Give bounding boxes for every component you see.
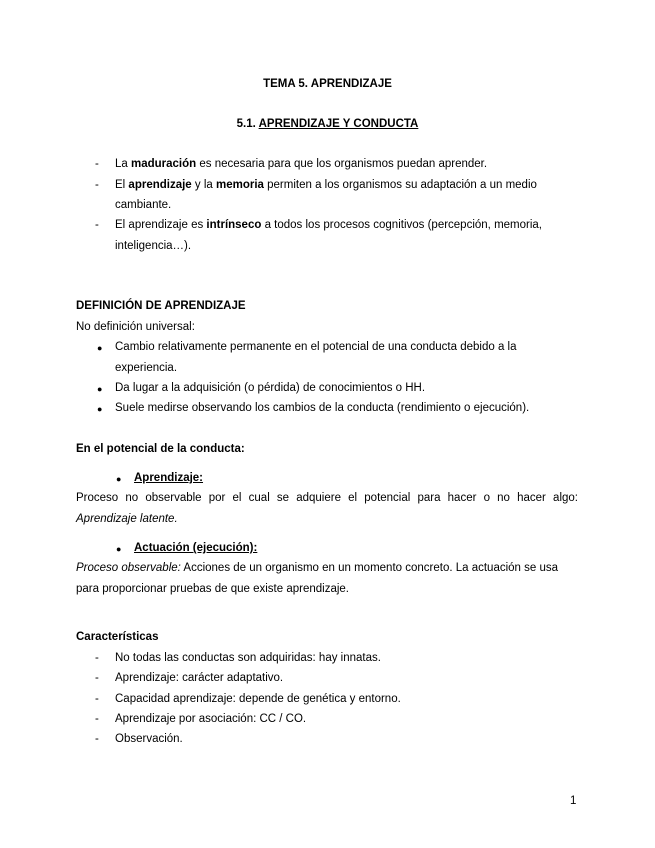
section-title — [0, 118, 655, 130]
performance-description: Proceso observable: Acciones de un organismo en un momento concreto. La actuación se usa — [76, 562, 559, 574]
learning-description: Proceso no observable por el cual se adquiere el potencial para hacer o no hacer algo: — [76, 492, 578, 504]
bullet-dot: ● — [116, 544, 122, 554]
dash-bullet: - — [95, 733, 99, 745]
list-item-continuation: experiencia. — [115, 362, 178, 374]
page-number: 1 — [570, 795, 577, 807]
list-item: Aprendizaje: carácter adaptativo. — [115, 672, 284, 684]
dash-bullet: - — [95, 652, 99, 664]
list-item: El aprendizaje y la memoria permiten a los organismos su adaptación a un medio — [115, 179, 537, 191]
definition-subtitle: No definición universal: — [76, 321, 195, 333]
characteristics-heading: Características — [76, 631, 159, 643]
list-item: Da lugar a la adquisición (o pérdida) de conocimientos o HH. — [115, 382, 426, 394]
bullet-dot: ● — [97, 404, 103, 414]
bullet-dot: ● — [116, 474, 122, 484]
list-item: Suele medirse observando los cambios de la conducta (rendimiento o ejecución). — [115, 402, 530, 414]
section-number: 5.1. — [236, 118, 256, 130]
dash-bullet: - — [95, 672, 99, 684]
performance-description-continuation: para proporcionar pruebas de que existe aprendizaje. — [76, 583, 349, 595]
list-item: Capacidad aprendizaje: depende de genética y entorno. — [115, 693, 401, 705]
dash-bullet: - — [95, 713, 99, 725]
document-title: TEMA 5. APRENDIZAJE — [263, 78, 392, 90]
list-item: Observación. — [115, 733, 183, 745]
list-item: La maduración es necesaria para que los organismos puedan aprender. — [115, 158, 488, 170]
bullet-dot: ● — [97, 343, 103, 353]
section-name: APRENDIZAJE Y CONDUCTA — [258, 118, 419, 130]
learning-example: Aprendizaje latente. — [76, 513, 178, 525]
list-item-continuation: cambiante. — [115, 199, 172, 211]
learning-label: Aprendizaje: — [134, 472, 204, 484]
potential-heading: En el potencial de la conducta: — [76, 443, 245, 455]
list-item-continuation: inteligencia…). — [115, 240, 192, 252]
dash-bullet: - — [95, 158, 99, 170]
list-item: No todas las conductas son adquiridas: hay innatas. — [115, 652, 381, 664]
dash-bullet: - — [95, 693, 99, 705]
bullet-dot: ● — [97, 384, 103, 394]
performance-label: Actuación (ejecución): — [134, 542, 258, 554]
dash-bullet: - — [95, 219, 99, 231]
definition-heading: DEFINICIÓN DE APRENDIZAJE — [76, 300, 246, 312]
list-item: Cambio relativamente permanente en el potencial de una conducta debido a la — [115, 341, 517, 353]
list-item: Aprendizaje por asociación: CC / CO. — [115, 713, 307, 725]
list-item: El aprendizaje es intrínseco a todos los procesos cognitivos (percepción, memoria, — [115, 219, 542, 231]
dash-bullet: - — [95, 179, 99, 191]
